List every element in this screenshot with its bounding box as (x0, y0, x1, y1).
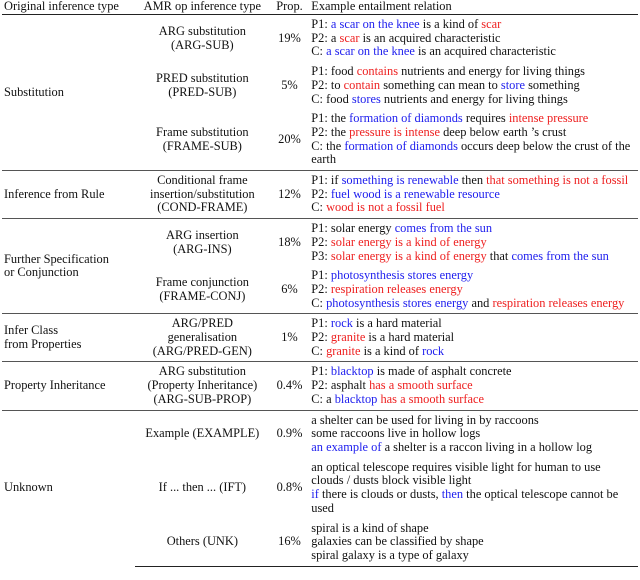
header-prop: Prop. (270, 0, 310, 15)
example-line (311, 269, 636, 283)
highlight-red: contain (343, 77, 381, 92)
example-text: C: the (311, 138, 345, 153)
highlight-red: that something is not a fossil (486, 173, 629, 188)
example-cell (309, 219, 638, 267)
example-text: a shelter can be used for living in by raccoons (311, 412, 539, 427)
highlight-red: intense pressure (508, 111, 589, 126)
amr-op-cell (135, 519, 270, 567)
example-line (311, 317, 636, 331)
amr-op-label: If ... then ... (IFT) (158, 480, 247, 495)
example-text: something (525, 77, 580, 92)
highlight-red: pressure is intense (349, 124, 440, 139)
proportion-cell: 5% (281, 77, 298, 92)
example-text: P2: (311, 281, 331, 296)
example-text: P2: to (311, 77, 344, 92)
example-line (311, 188, 636, 202)
example-text: is a kind of (419, 17, 482, 31)
example-text: some raccoons live in hollow logs (311, 426, 481, 441)
highlight-blue: an example of (311, 439, 382, 454)
original-type-cell (2, 362, 135, 410)
example-cell (309, 62, 638, 109)
original-type-label: Property Inheritance (4, 378, 106, 393)
inference-types-table (2, 0, 638, 567)
example-line (311, 345, 636, 359)
amr-op-label: (FRAME-CONJ) (159, 288, 246, 303)
table-row (2, 171, 638, 219)
example-line (311, 18, 636, 32)
highlight-blue: blacktop (330, 364, 374, 379)
example-cell (309, 410, 638, 458)
example-line (311, 427, 636, 441)
proportion-cell: 0.8% (276, 480, 303, 495)
highlight-blue: formation of diamonds (349, 111, 463, 126)
original-type-label: Further Specification (4, 251, 109, 266)
table-row (2, 15, 638, 63)
highlight-red: has a smooth surface (380, 391, 485, 406)
highlight-blue: photosynthesis stores energy (326, 295, 469, 310)
highlight-blue: if (311, 487, 319, 502)
proportion-cell: 12% (270, 171, 310, 219)
amr-op-cell (135, 219, 270, 267)
example-text: is a hard material (365, 330, 455, 345)
example-text: galaxies can be classified by shape (311, 534, 484, 549)
example-text: P3: (311, 248, 331, 263)
highlight-blue: formation of diamonds (344, 138, 458, 153)
example-text: an optical telescope requires visible light for human to use (311, 459, 601, 474)
highlight-red: scar (481, 17, 502, 31)
example-line (311, 126, 636, 140)
original-type-label: Infer Class (4, 323, 59, 338)
amr-op-label: ARG/PRED (171, 316, 233, 331)
original-type-cell (2, 171, 135, 219)
example-line (311, 65, 636, 79)
example-line (311, 222, 636, 236)
example-cell (309, 266, 638, 314)
example-cell (309, 458, 638, 519)
example-cell (309, 109, 638, 170)
amr-op-label: (ARG-SUB) (171, 37, 234, 52)
highlight-red: solar energy is a kind of energy (330, 248, 487, 263)
example-text: deep below earth ’s crust (440, 124, 567, 139)
amr-op-label: (Property Inheritance) (147, 378, 258, 393)
amr-op-label: generalisation (167, 330, 238, 345)
highlight-blue: something is renewable (341, 173, 459, 188)
highlight-red: granite (326, 343, 361, 358)
example-text: P1: (311, 17, 331, 31)
amr-op-label: (ARG-SUB-PROP) (153, 391, 252, 406)
example-text: P1: (311, 316, 331, 331)
example-line (311, 488, 636, 515)
example-line (311, 140, 636, 167)
highlight-red: solar energy is a kind of energy (330, 234, 487, 249)
example-text: P1: food (311, 64, 357, 79)
proportion-cell: 20% (278, 131, 301, 146)
example-text: nutrients and energy for living things (380, 91, 568, 106)
amr-op-label: (ARG-INS) (173, 241, 232, 256)
highlight-red: respiration releases energy (330, 281, 463, 296)
example-text: clouds / dusts block visible light (311, 473, 472, 488)
original-type-cell (2, 410, 135, 566)
example-line (311, 522, 636, 536)
amr-op-label: Frame conjunction (155, 275, 249, 290)
example-text: C: food (311, 91, 352, 106)
original-type-cell (2, 219, 135, 314)
example-text: is a kind of (360, 343, 423, 358)
example-text: is a hard material (352, 316, 442, 331)
example-cell (309, 314, 638, 362)
highlight-blue: comes from the sun (394, 221, 493, 236)
original-type-label: Inference from Rule (4, 186, 105, 201)
amr-op-label: ARG substitution (158, 364, 246, 379)
amr-op-cell (135, 266, 270, 314)
example-line (311, 393, 636, 407)
example-text: then (458, 173, 487, 188)
amr-op-cell (135, 109, 270, 170)
amr-op-label: Conditional frame (157, 173, 248, 188)
example-line (311, 236, 636, 250)
highlight-blue: rock (422, 343, 445, 358)
example-text: occurs deep below the crust of the earth (311, 138, 631, 167)
amr-op-cell (135, 362, 270, 410)
header-original-type: Original inference type (2, 0, 135, 15)
example-line (311, 535, 636, 549)
highlight-blue: then (441, 487, 464, 502)
example-line (311, 250, 636, 264)
proportion-cell: 16% (270, 519, 310, 567)
example-line (311, 379, 636, 393)
highlight-red: has a smooth surface (369, 378, 473, 393)
example-line (311, 201, 636, 215)
example-text: P1: if (311, 173, 342, 188)
example-line (311, 45, 636, 59)
example-text: spiral galaxy is a type of galaxy (311, 547, 469, 562)
proportion-cell: 1% (270, 314, 310, 362)
table-row (2, 314, 638, 362)
amr-op-label: Example (EXAMPLE) (145, 426, 260, 441)
example-line (311, 549, 636, 563)
table-row (2, 410, 638, 458)
example-text: P1: the (311, 111, 350, 126)
amr-op-label: insertion/substitution (150, 186, 255, 201)
highlight-blue: photosynthesis stores energy (330, 268, 474, 283)
example-cell (309, 15, 638, 63)
highlight-blue: rock (330, 316, 353, 331)
example-line (311, 297, 636, 311)
highlight-red: scar (339, 30, 360, 45)
example-cell (309, 362, 638, 410)
table-row (2, 219, 638, 267)
amr-op-label: (FRAME-SUB) (162, 138, 242, 153)
example-text: there is clouds or dusts, (318, 487, 442, 502)
example-text: P2: a (311, 30, 340, 45)
example-text: C: (311, 295, 327, 310)
example-text: is made of asphalt concrete (373, 364, 512, 379)
example-text: C: (311, 343, 327, 358)
example-line (311, 461, 636, 475)
example-text: is an acquired characteristic (414, 44, 556, 59)
proportion-cell: 0.9% (270, 410, 310, 458)
example-cell (309, 519, 638, 567)
amr-op-label: (ARG/PRED-GEN) (152, 343, 252, 358)
example-text: C: (311, 44, 327, 59)
table-row (2, 362, 638, 410)
example-text: P1: solar energy (311, 221, 395, 236)
original-type-label: from Properties (4, 336, 82, 351)
example-line (311, 79, 636, 93)
table-body (2, 15, 638, 567)
highlight-blue: blacktop (334, 391, 378, 406)
amr-op-label: PRED substitution (156, 70, 249, 85)
highlight-blue: stores (351, 91, 381, 106)
example-text: C: a (311, 391, 335, 406)
amr-op-cell (135, 171, 270, 219)
original-type-label: Substitution (4, 84, 64, 99)
example-text: P2: the (311, 124, 350, 139)
amr-op-label: (PRED-SUB) (168, 84, 237, 99)
amr-op-label: Others (UNK) (166, 534, 238, 549)
example-line (311, 174, 636, 188)
example-line (311, 365, 636, 379)
highlight-blue: a scar on the knee (326, 44, 415, 59)
highlight-blue: fuel wood is a renewable resource (330, 186, 500, 201)
highlight-blue: store (500, 77, 526, 92)
header-example: Example entailment relation (309, 0, 638, 15)
proportion-cell: 6% (281, 281, 298, 296)
example-text: P2: (311, 330, 331, 345)
example-text: P1: (311, 268, 331, 283)
example-text: a shelter is a raccon living in a hollow log (381, 439, 593, 454)
example-text: P2: asphalt (311, 378, 370, 393)
example-line (311, 112, 636, 126)
proportion-cell: 19% (278, 30, 301, 45)
highlight-red: respiration releases energy (492, 295, 625, 310)
example-text: nutrients and energy for living things (398, 64, 585, 79)
amr-op-cell (135, 62, 270, 109)
amr-op-label: (COND-FRAME) (157, 200, 248, 215)
original-type-label: or Conjunction (4, 265, 79, 280)
proportion-cell: 0.4% (270, 362, 310, 410)
example-text: that (486, 248, 512, 263)
highlight-blue: a scar on the knee (330, 17, 420, 31)
header-row (2, 0, 638, 15)
amr-op-label: Frame substitution (156, 124, 249, 139)
original-type-cell (2, 314, 135, 362)
example-text: requires (462, 111, 509, 126)
amr-op-cell (135, 458, 270, 519)
example-line (311, 441, 636, 455)
example-line (311, 93, 636, 107)
amr-op-label: ARG substitution (158, 23, 246, 38)
example-text: P1: (311, 364, 331, 379)
example-line (311, 32, 636, 46)
proportion-cell: 18% (270, 219, 310, 267)
example-text: and (468, 295, 493, 310)
header-amr-op-type: AMR op inference type (135, 0, 270, 15)
example-line (311, 474, 636, 488)
highlight-red: contains (356, 64, 399, 79)
example-text: P2: (311, 186, 331, 201)
amr-op-cell (135, 410, 270, 458)
highlight-red: granite (330, 330, 366, 345)
amr-op-label: ARG insertion (166, 227, 239, 242)
example-line (311, 414, 636, 428)
highlight-blue: comes from the sun (511, 248, 609, 263)
example-cell (309, 171, 638, 219)
example-text: something can mean to (380, 77, 501, 92)
example-line (311, 283, 636, 297)
amr-op-cell (135, 15, 270, 63)
example-text: the optical telescope cannot be used (311, 487, 619, 515)
example-text: P2: (311, 234, 331, 249)
example-line (311, 331, 636, 345)
original-type-label: Unknown (4, 480, 53, 495)
example-text: spiral is a kind of shape (311, 520, 429, 535)
amr-op-cell (135, 314, 270, 362)
original-type-cell (2, 15, 135, 171)
example-text: C: (311, 200, 327, 215)
example-text: is an acquired characteristic (359, 30, 501, 45)
highlight-red: wood is not a fossil fuel (326, 200, 445, 215)
